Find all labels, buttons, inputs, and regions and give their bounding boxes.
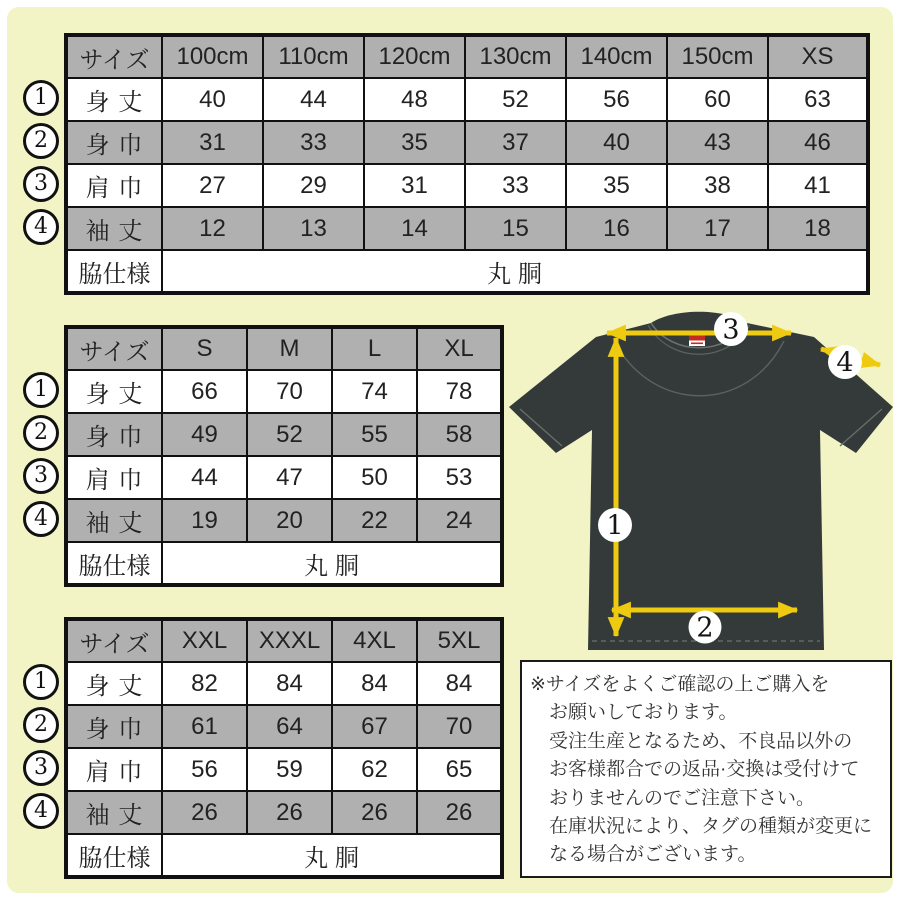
circled-2-marker: 2 [23, 123, 59, 159]
value-cell: 26 [417, 791, 502, 834]
table-row [66, 164, 868, 207]
note-line: おりませんのでご注意下さい。 [549, 787, 816, 809]
col-header: S [162, 327, 247, 370]
col-header: L [332, 327, 417, 370]
svg-text:4: 4 [836, 347, 854, 379]
col-header: M [247, 327, 332, 370]
value-cell: 17 [667, 207, 768, 250]
side-spec-value: 丸 胴 [162, 250, 868, 293]
col-header: 110cm [263, 35, 364, 78]
circled-2-marker: 2 [23, 415, 59, 451]
diagram-marker-4 [828, 345, 862, 379]
value-cell: 74 [332, 370, 417, 413]
diagram-marker-1 [598, 508, 632, 542]
value-cell: 48 [364, 78, 465, 121]
value-cell: 22 [332, 499, 417, 542]
side-spec-label: 脇仕様 [66, 250, 162, 293]
row-label: 肩 巾 [66, 164, 162, 207]
row-label: 身 丈 [66, 662, 162, 705]
value-cell: 58 [417, 413, 502, 456]
value-cell: 47 [247, 456, 332, 499]
value-cell: 16 [566, 207, 667, 250]
value-cell: 53 [417, 456, 502, 499]
value-cell: 33 [263, 121, 364, 164]
row-label: 肩 巾 [66, 748, 162, 791]
brand-tag [689, 334, 705, 346]
value-cell: 56 [162, 748, 247, 791]
value-cell: 82 [162, 662, 247, 705]
value-cell: 44 [162, 456, 247, 499]
svg-text:2: 2 [696, 612, 714, 644]
value-cell: 40 [566, 121, 667, 164]
table-row [66, 499, 502, 542]
big-row-markers [22, 660, 60, 832]
table-row [66, 705, 502, 748]
value-cell: 18 [768, 207, 868, 250]
row-label: 袖 丈 [66, 499, 162, 542]
value-cell: 20 [247, 499, 332, 542]
col-header: XXXL [247, 619, 332, 662]
table-row [66, 78, 868, 121]
kids-size-table [64, 33, 870, 295]
value-cell: 15 [465, 207, 566, 250]
tshirt-measurement-diagram [506, 310, 898, 660]
size-header: サイズ [66, 327, 162, 370]
value-cell: 26 [247, 791, 332, 834]
big-size-section [34, 617, 504, 879]
kids-row-markers [22, 76, 60, 248]
col-header: XL [417, 327, 502, 370]
table-footer-row [66, 542, 502, 585]
side-spec-label: 脇仕様 [66, 834, 162, 877]
circled-1-marker: 1 [23, 664, 59, 700]
value-cell: 70 [417, 705, 502, 748]
value-cell: 38 [667, 164, 768, 207]
big-size-table [64, 617, 504, 879]
value-cell: 24 [417, 499, 502, 542]
table-row [66, 413, 502, 456]
table-footer-row [66, 250, 868, 293]
col-header: XS [768, 35, 868, 78]
diagram-marker-3 [714, 312, 748, 346]
table-row [66, 791, 502, 834]
value-cell: 61 [162, 705, 247, 748]
value-cell: 67 [332, 705, 417, 748]
svg-text:3: 3 [722, 314, 740, 346]
value-cell: 35 [566, 164, 667, 207]
note-line: お客様都合での返品·交換は受付けて [549, 759, 860, 781]
value-cell: 60 [667, 78, 768, 121]
diagram-marker-2 [689, 611, 722, 644]
kids-size-section [34, 33, 870, 295]
table-row [66, 121, 868, 164]
circled-3-marker: 3 [23, 750, 59, 786]
note-line: 在庫状況により、タグの種類が変更に [549, 816, 873, 838]
circled-1-marker: 1 [23, 372, 59, 408]
table-row [66, 207, 868, 250]
circled-4-marker: 4 [23, 501, 59, 537]
value-cell: 12 [162, 207, 263, 250]
value-cell: 43 [667, 121, 768, 164]
value-cell: 40 [162, 78, 263, 121]
table-row [66, 370, 502, 413]
row-label: 袖 丈 [66, 207, 162, 250]
col-header: 130cm [465, 35, 566, 78]
side-spec-label: 脇仕様 [66, 542, 162, 585]
value-cell: 27 [162, 164, 263, 207]
note-line: なる場合がございます。 [549, 844, 757, 866]
size-header: サイズ [66, 35, 162, 78]
circled-4-marker: 4 [23, 209, 59, 245]
value-cell: 35 [364, 121, 465, 164]
value-cell: 64 [247, 705, 332, 748]
adult-size-section [34, 325, 504, 587]
value-cell: 37 [465, 121, 566, 164]
col-header: 150cm [667, 35, 768, 78]
side-spec-value: 丸 胴 [162, 834, 502, 877]
value-cell: 78 [417, 370, 502, 413]
col-header: XXL [162, 619, 247, 662]
value-cell: 59 [247, 748, 332, 791]
value-cell: 84 [247, 662, 332, 705]
circled-2-marker: 2 [23, 707, 59, 743]
value-cell: 31 [162, 121, 263, 164]
value-cell: 13 [263, 207, 364, 250]
side-spec-value: 丸 胴 [162, 542, 502, 585]
table-row [66, 662, 502, 705]
circled-1-marker: 1 [23, 80, 59, 116]
value-cell: 44 [263, 78, 364, 121]
value-cell: 49 [162, 413, 247, 456]
purchase-note-box [520, 660, 892, 878]
value-cell: 55 [332, 413, 417, 456]
value-cell: 31 [364, 164, 465, 207]
value-cell: 41 [768, 164, 868, 207]
row-label: 身 巾 [66, 121, 162, 164]
col-header: 140cm [566, 35, 667, 78]
value-cell: 33 [465, 164, 566, 207]
value-cell: 50 [332, 456, 417, 499]
value-cell: 52 [465, 78, 566, 121]
table-row [66, 456, 502, 499]
value-cell: 14 [364, 207, 465, 250]
value-cell: 26 [332, 791, 417, 834]
circled-3-marker: 3 [23, 458, 59, 494]
size-header: サイズ [66, 619, 162, 662]
value-cell: 62 [332, 748, 417, 791]
svg-text:1: 1 [606, 510, 624, 542]
value-cell: 70 [247, 370, 332, 413]
row-label: 身 丈 [66, 370, 162, 413]
value-cell: 52 [247, 413, 332, 456]
value-cell: 65 [417, 748, 502, 791]
row-label: 身 巾 [66, 413, 162, 456]
table-footer-row [66, 834, 502, 877]
note-line: ※サイズをよくご確認の上ご購入を [530, 674, 830, 695]
row-label: 身 丈 [66, 78, 162, 121]
note-line: お願いしております。 [549, 702, 738, 724]
row-label: 身 巾 [66, 705, 162, 748]
value-cell: 84 [417, 662, 502, 705]
adult-row-markers [22, 368, 60, 540]
col-header: 100cm [162, 35, 263, 78]
adult-size-table [64, 325, 504, 587]
value-cell: 66 [162, 370, 247, 413]
table-row [66, 748, 502, 791]
col-header: 120cm [364, 35, 465, 78]
value-cell: 56 [566, 78, 667, 121]
note-line: 受注生産となるため、不良品以外の [549, 730, 853, 752]
col-header: 5XL [417, 619, 502, 662]
value-cell: 29 [263, 164, 364, 207]
value-cell: 63 [768, 78, 868, 121]
circled-4-marker: 4 [23, 793, 59, 829]
circled-3-marker: 3 [23, 166, 59, 202]
col-header: 4XL [332, 619, 417, 662]
value-cell: 46 [768, 121, 868, 164]
value-cell: 19 [162, 499, 247, 542]
value-cell: 26 [162, 791, 247, 834]
row-label: 肩 巾 [66, 456, 162, 499]
row-label: 袖 丈 [66, 791, 162, 834]
value-cell: 84 [332, 662, 417, 705]
